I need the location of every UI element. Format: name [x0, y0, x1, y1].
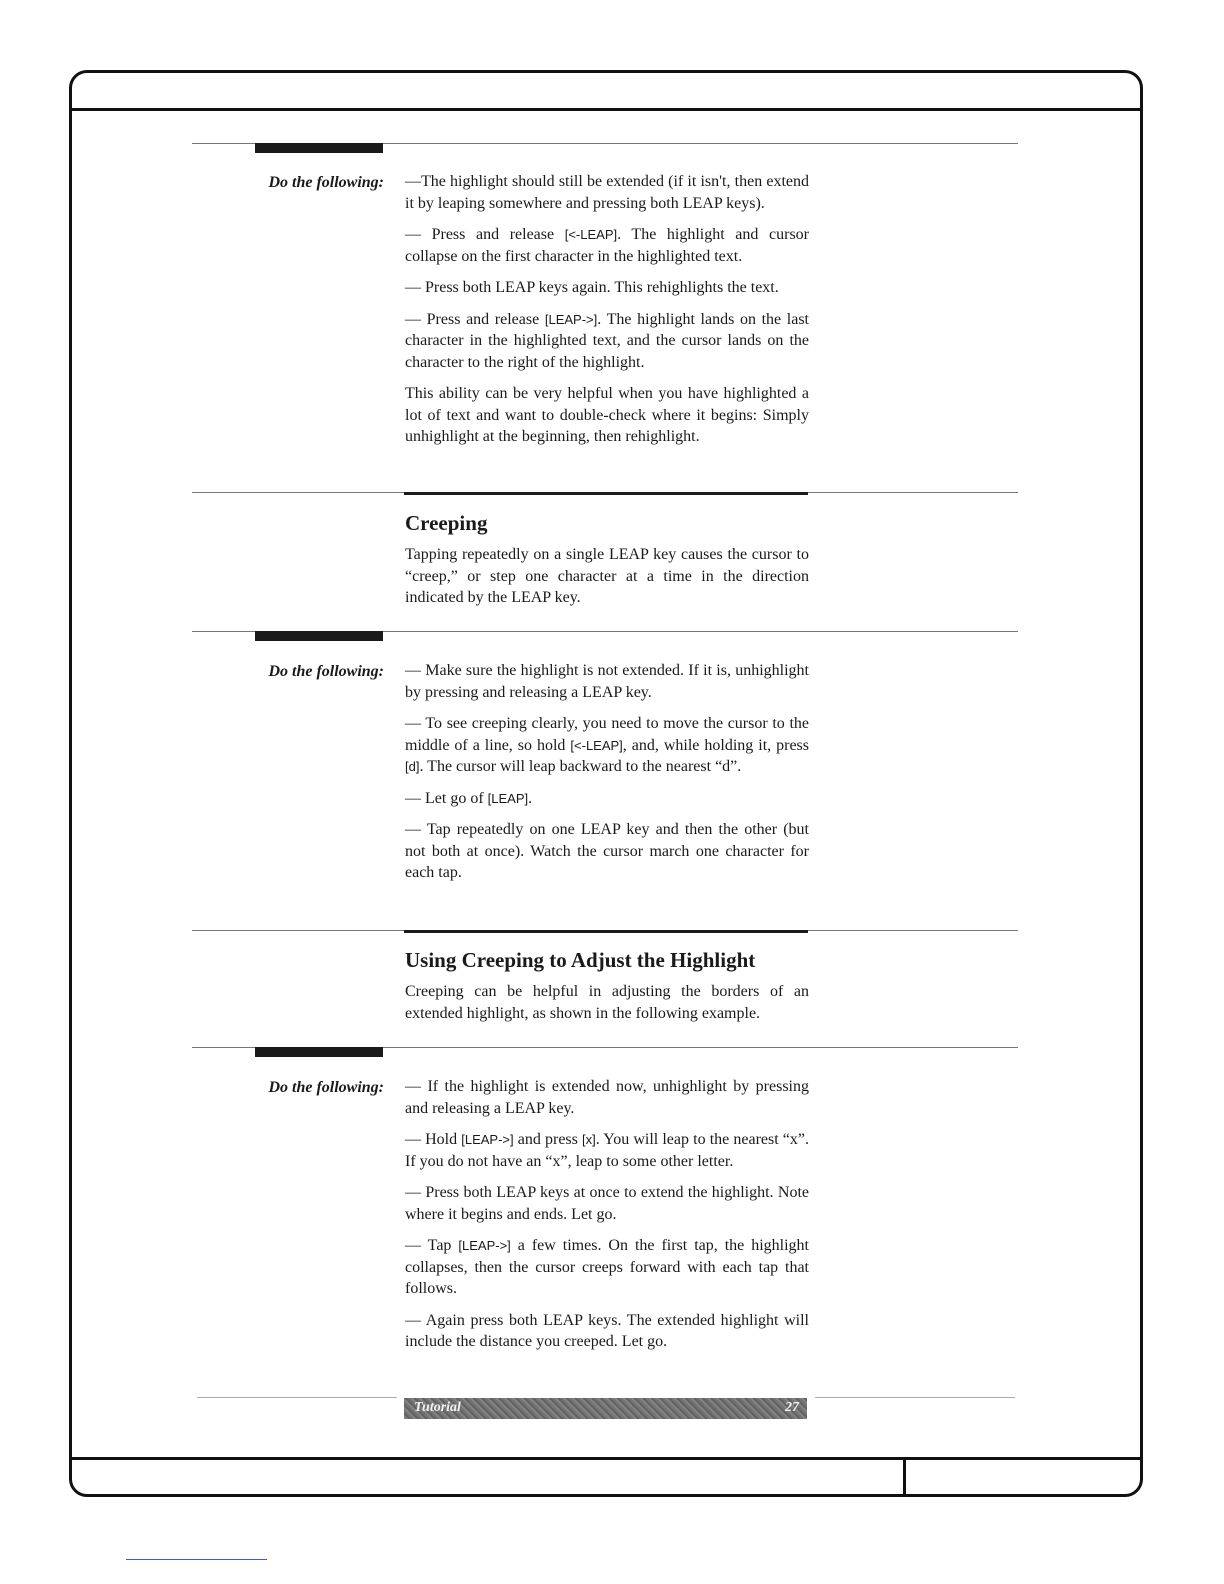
bottom-link-underline: [126, 1559, 267, 1560]
paragraph: — Press and release [LEAP->]. The highlight lands on the last character in the highlighted text, and the cursor lands on the character to the right of the highlight.: [405, 310, 809, 371]
paragraph: — Let go of [LEAP].: [405, 789, 533, 807]
frame-footer-vertical-divider: [903, 1457, 906, 1497]
paragraph: — Press both LEAP keys again. This rehighlights the text.: [405, 279, 779, 296]
footer-page-number: 27: [785, 1400, 799, 1415]
frame-footer-divider: [69, 1457, 1143, 1460]
adjust-highlight-section: [405, 947, 809, 1034]
key-cap: [d]: [405, 759, 420, 774]
key-cap: [LEAP->]: [544, 311, 598, 327]
section-marker-bar: [255, 631, 383, 641]
section-marker-bar: [255, 143, 383, 153]
do-the-following-label: Do the following:: [268, 174, 384, 191]
frame-header-divider: [69, 108, 1143, 111]
paragraph: — Hold [LEAP->] and press [x]. You will leap to the nearest “x”. If you do not have an “x”, leap to some other letter.: [405, 1131, 809, 1170]
paragraph: — Press and release [<-LEAP]. The highlight and cursor collapse on the first character in the highlighted text.: [405, 226, 809, 265]
paragraph: — Tap [LEAP->] a few times. On the first tap, the highlight collapses, then the cursor creeps forward with each tap that follows.: [405, 1237, 810, 1297]
paragraph: —The highlight should still be extended (if it isn't, then extend it by leaping somewhere and pressing both LEAP keys).: [405, 173, 809, 212]
key-cap: [<-LEAP]: [570, 737, 623, 753]
footer-rule: [815, 1397, 1015, 1398]
paragraph: Creeping can be helpful in adjusting the borders of an extended highlight, as shown in the following example.: [405, 983, 809, 1022]
paragraph: — Press both LEAP keys at once to extend the highlight. Note where it begins and ends. Let go.: [405, 1184, 809, 1223]
section-heading: Using Creeping to Adjust the Highlight: [405, 948, 756, 972]
paragraph: — If the highlight is extended now, unhighlight by pressing and releasing a LEAP key.: [405, 1078, 809, 1117]
paragraph: — To see creeping clearly, you need to move the cursor to the middle of a line, so hold [<-LEAP], and, while holding it, press [d]. The cursor will leap backward to the nearest “d”.: [405, 715, 810, 775]
key-cap: [x]: [582, 1132, 596, 1147]
key-cap: [LEAP]: [487, 790, 529, 806]
key-cap: [LEAP->]: [458, 1238, 511, 1253]
paragraph: — Tap repeatedly on one LEAP key and then the other (but not both at once). Watch the cursor march one character for each tap.: [405, 821, 809, 881]
do-the-following-label: Do the following:: [268, 663, 384, 680]
key-cap: [LEAP->]: [461, 1132, 514, 1147]
do-the-following-label: Do the following:: [268, 1079, 384, 1096]
footer-section-name: Tutorial: [414, 1400, 461, 1415]
creeping-section: [405, 510, 809, 619]
paragraph: This ability can be very helpful when you have highlighted a lot of text and want to double-check where it begins: Simply unhighlight at the beginning, then rehighlight.: [405, 385, 809, 445]
paragraph: — Make sure the highlight is not extended. If it is, unhighlight by pressing and releasing a LEAP key.: [405, 662, 809, 701]
heading-bar: [404, 930, 808, 933]
paragraph: Tapping repeatedly on a single LEAP key causes the cursor to “creep,” or step one character at a time in the direction indicated by the LEAP key.: [405, 546, 809, 606]
heading-bar: [404, 492, 808, 495]
key-cap: [<-LEAP]: [564, 227, 618, 242]
paragraph: — Again press both LEAP keys. The extended highlight will include the distance you creeped. Let go.: [405, 1311, 809, 1350]
instructions-block-3: [405, 1076, 809, 1363]
footer-rule: [197, 1397, 397, 1398]
instructions-block-2: [405, 660, 809, 894]
section-heading: Creeping: [405, 511, 488, 535]
instructions-block-1: [405, 171, 809, 458]
section-marker-bar: [255, 1047, 383, 1057]
page-footer-band: [404, 1398, 807, 1419]
